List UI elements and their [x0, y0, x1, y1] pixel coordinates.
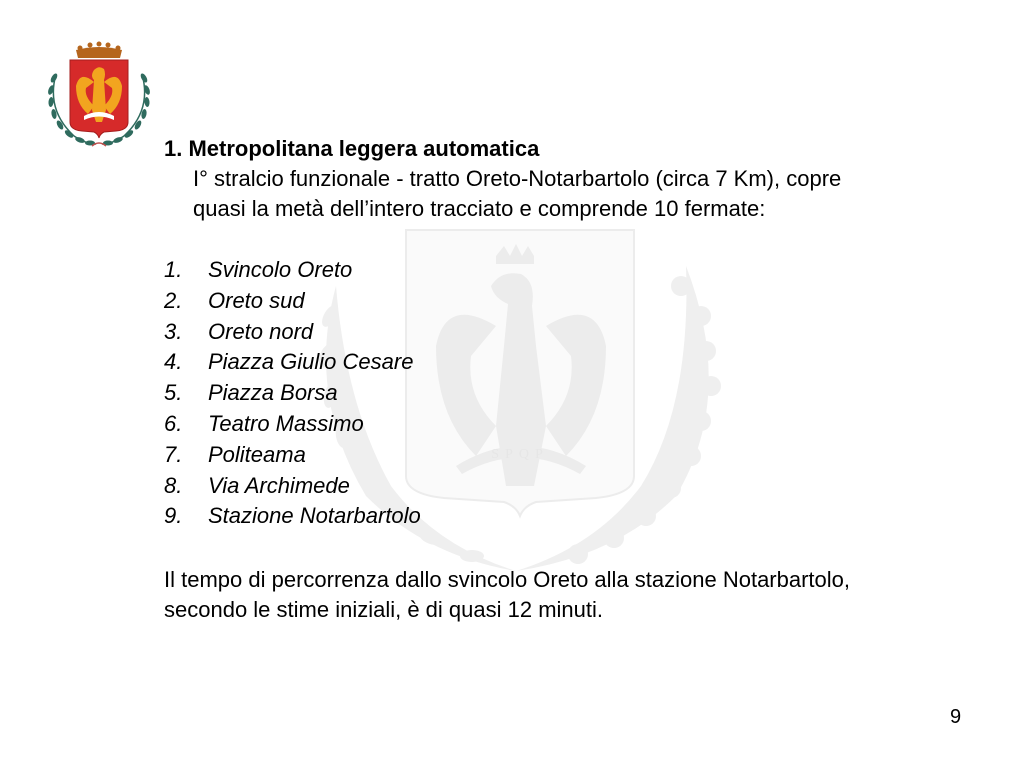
stop-item [164, 378, 984, 409]
stop-name: Stazione Notarbartolo [208, 503, 421, 529]
stop-number: 7. [164, 441, 183, 467]
stop-item [164, 440, 984, 471]
stop-item [164, 501, 984, 532]
section-heading: 1. Metropolitana leggera automatica [164, 136, 540, 161]
stop-item [164, 286, 984, 317]
closing-paragraph [164, 565, 984, 625]
intro-line: quasi la metà dell’intero tracciato e comprende 10 fermate: [193, 196, 766, 221]
stop-number: 3. [164, 318, 183, 344]
stop-name: Teatro Massimo [208, 410, 364, 436]
stop-number: 1. [164, 257, 183, 282]
stop-name: Via Archimede [208, 472, 350, 498]
stop-item [164, 409, 984, 440]
stop-item [164, 347, 984, 378]
closing-line: secondo le stime iniziali, è di quasi 12 minuti. [164, 597, 604, 623]
closing-line: Il tempo di percorrenza dallo svincolo Oreto alla stazione Notarbartolo, [164, 567, 851, 593]
stop-number: 6. [164, 410, 183, 436]
stop-number: 9. [164, 503, 183, 529]
stop-name: Oreto sud [208, 287, 305, 313]
page-number: 9 [950, 706, 962, 728]
stop-name: Politeama [208, 441, 306, 467]
stop-number: 5. [164, 380, 183, 406]
stop-name: Oreto nord [208, 318, 314, 344]
logo-crown [76, 42, 122, 59]
intro-line: I° stralcio funzionale - tratto Oreto-Notarbartolo (circa 7 Km), copre [193, 166, 842, 191]
stop-item [164, 471, 984, 502]
stop-name: Piazza Borsa [208, 380, 338, 406]
coat-of-arms-logo [44, 40, 154, 152]
stops-list [164, 255, 984, 532]
stop-name: Svincolo Oreto [208, 257, 353, 282]
stop-item [164, 255, 984, 286]
slide-content [164, 134, 984, 625]
stop-item [164, 317, 984, 348]
stop-number: 2. [164, 287, 183, 313]
stop-number: 4. [164, 349, 183, 375]
stop-name: Piazza Giulio Cesare [208, 349, 414, 375]
stop-number: 8. [164, 472, 183, 498]
watermark-motto: SPQP [491, 447, 549, 462]
intro-paragraph [193, 164, 984, 224]
